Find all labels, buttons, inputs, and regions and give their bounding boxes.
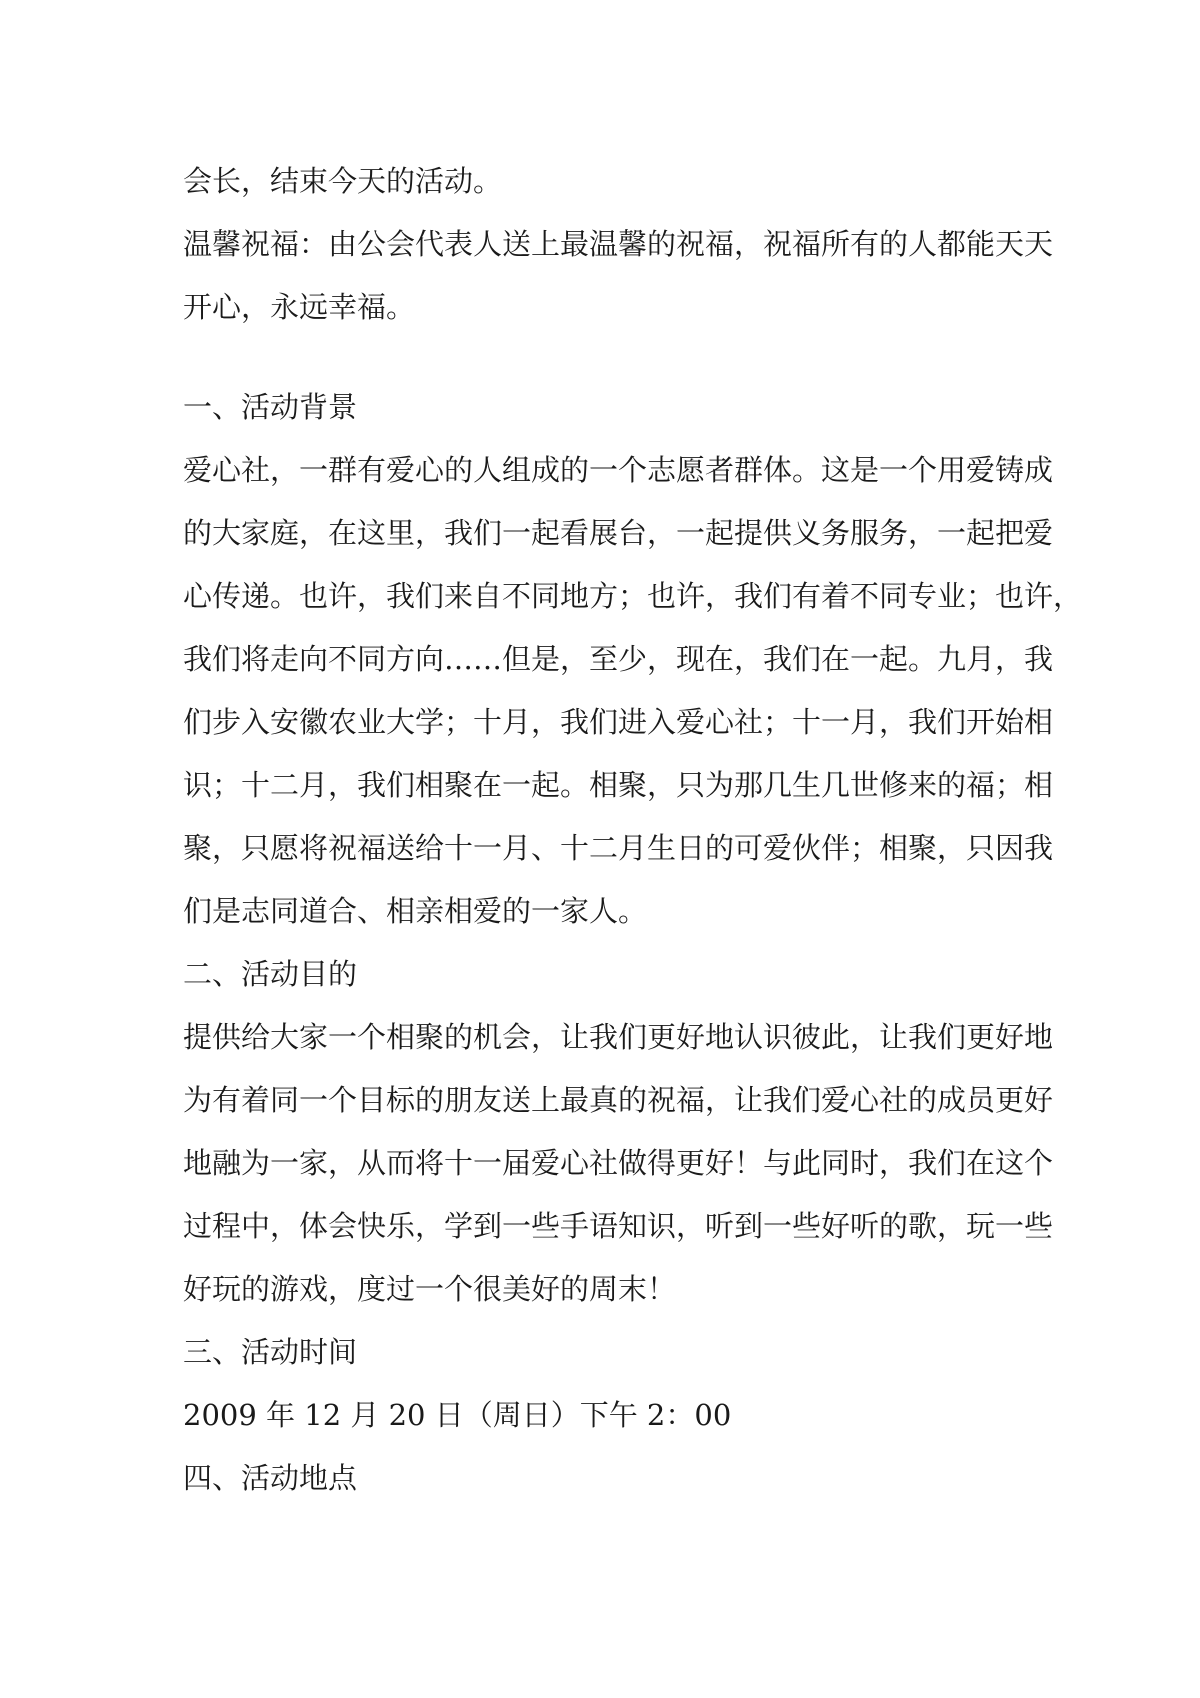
section-heading-purpose: 二、活动目的 — [183, 957, 358, 991]
paragraph-line: 为有着同一个目标的朋友送上最真的祝福，让我们爱心社的成员更好 — [183, 1083, 1054, 1117]
paragraph-gap — [183, 339, 1043, 376]
paragraph-line: 的大家庭，在这里，我们一起看展台，一起提供义务服务，一起把爱 — [183, 516, 1054, 550]
paragraph-line: 地融为一家，从而将十一届爱心社做得更好！与此同时，我们在这个 — [183, 1146, 1054, 1180]
event-datetime: 2009 年 12 月 20 日（周日）下午 2：00 — [183, 1398, 732, 1432]
paragraph-line: 们是志同道合、相亲相爱的一家人。 — [183, 894, 648, 928]
paragraph-line: 聚，只愿将祝福送给十一月、十二月生日的可爱伙伴；相聚，只因我 — [183, 831, 1054, 865]
paragraph-line: 心传递。也许，我们来自不同地方；也许，我们有着不同专业；也许， — [183, 579, 1083, 613]
paragraph-line: 们步入安徽农业大学；十月，我们进入爱心社；十一月，我们开始相 — [183, 705, 1054, 739]
paragraph-line: 温馨祝福：由公会代表人送上最温馨的祝福，祝福所有的人都能天天 — [183, 227, 1054, 261]
paragraph-line: 识；十二月，我们相聚在一起。相聚，只为那几生几世修来的福；相 — [183, 768, 1054, 802]
section-heading-background: 一、活动背景 — [183, 390, 358, 424]
paragraph-line: 我们将走向不同方向……但是，至少，现在，我们在一起。九月，我 — [183, 642, 1054, 676]
paragraph-line: 提供给大家一个相聚的机会，让我们更好地认识彼此，让我们更好地 — [183, 1020, 1054, 1054]
paragraph-line: 好玩的游戏，度过一个很美好的周末！ — [183, 1272, 677, 1306]
section-heading-location: 四、活动地点 — [183, 1461, 358, 1495]
section-heading-time: 三、活动时间 — [183, 1335, 358, 1369]
document-body — [183, 150, 1083, 1510]
paragraph-line: 会长，结束今天的活动。 — [183, 164, 503, 198]
paragraph-line: 过程中，体会快乐，学到一些手语知识，听到一些好听的歌，玩一些 — [183, 1209, 1054, 1243]
paragraph-line: 爱心社，一群有爱心的人组成的一个志愿者群体。这是一个用爱铸成 — [183, 453, 1054, 487]
paragraph-line: 开心，永远幸福。 — [183, 290, 416, 324]
